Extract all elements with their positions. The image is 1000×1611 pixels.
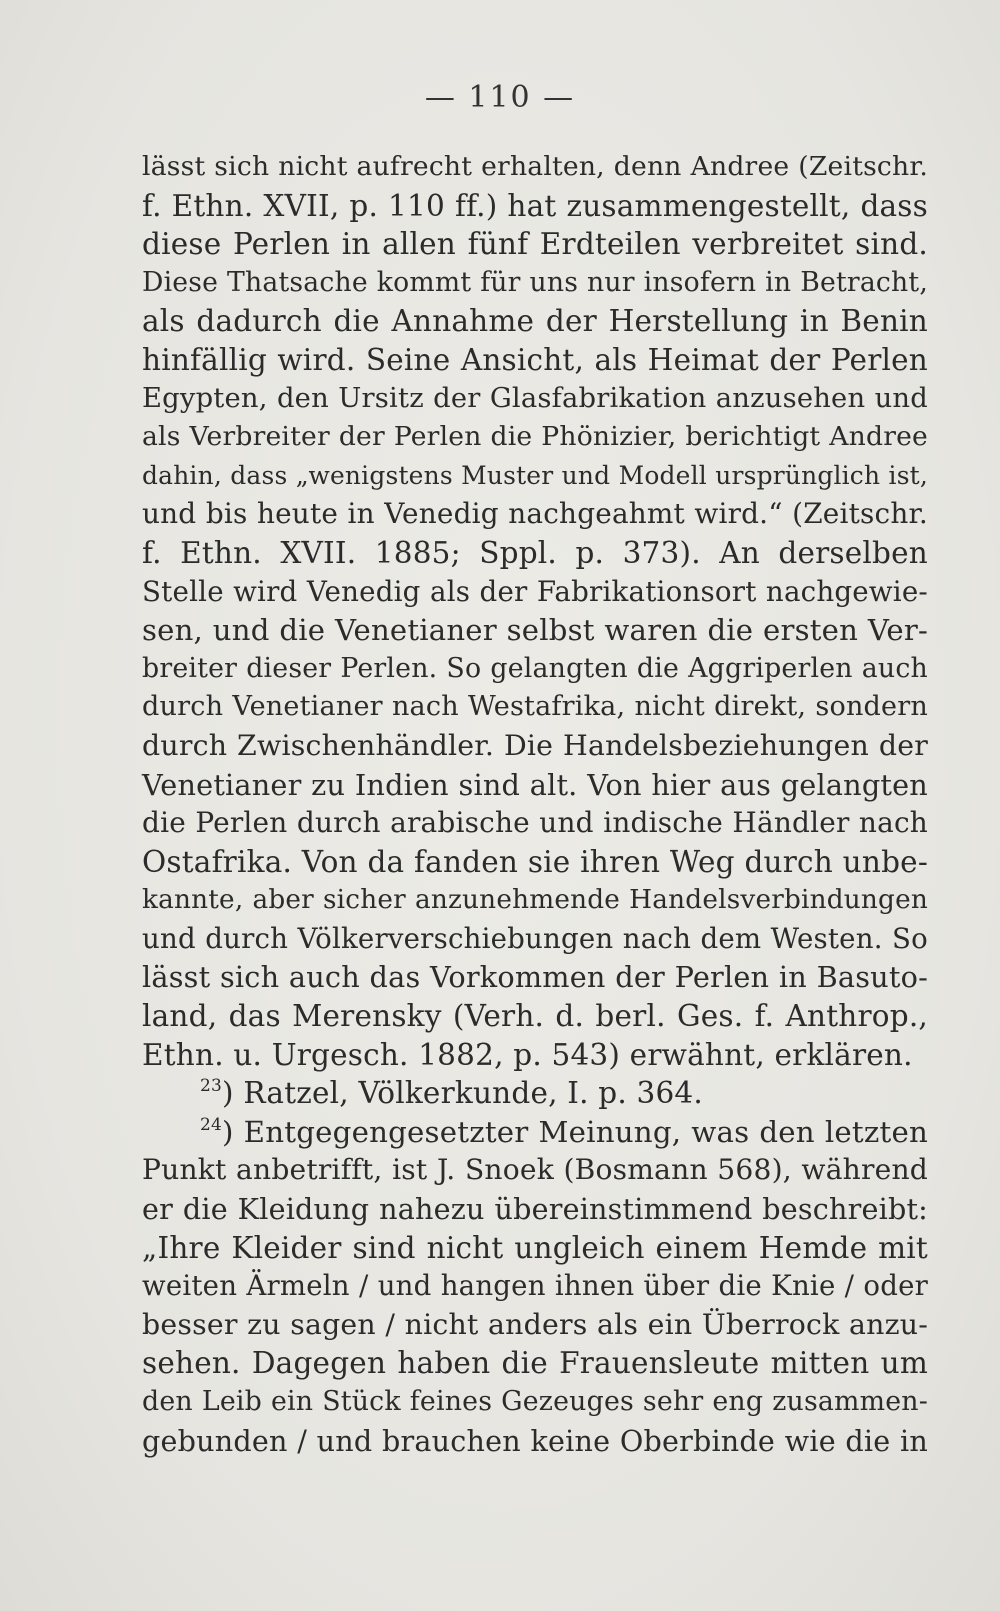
text-line: sen, und die Venetianer selbst waren die ersten Ver-: [142, 613, 928, 648]
text-line: Venetianer zu Indien sind alt. Von hier aus gelangten: [142, 767, 928, 802]
footnote-marker: 24: [200, 1114, 223, 1135]
text-line: land, das Merensky (Verh. d. berl. Ges. f. Anthrop.,: [142, 999, 928, 1034]
text-line: breiter dieser Perlen. So gelangten die Aggriperlen auch: [142, 652, 928, 684]
text-line: dahin, dass „wenigstens Muster und Modell ursprünglich ist,: [142, 460, 928, 490]
footnote-line: weiten Ärmeln / und hangen ihnen über die Knie / oder: [142, 1269, 928, 1303]
footnote-marker: 23: [200, 1076, 223, 1097]
text-line: als Verbreiter der Perlen die Phönizier, berichtigt Andree: [142, 421, 928, 453]
footnote-line: besser zu sagen / nicht anders als ein Überrock anzu-: [142, 1307, 928, 1341]
text-line: Diese Thatsache kommt für uns nur insofern in Betracht,: [142, 266, 928, 298]
page-number: — 110 —: [424, 80, 576, 115]
text-line: lässt sich auch das Vorkommen der Perlen in Basuto-: [142, 960, 928, 995]
footnote-line: [142, 1113, 928, 1152]
page-text: [142, 148, 928, 1460]
text-line: und bis heute in Venedig nachgeahmt wird.“ (Zeitschr.: [142, 497, 928, 531]
footnote-line: „Ihre Kleider sind nicht ungleich einem Hemde mit: [142, 1230, 928, 1265]
footnote-23: [142, 1074, 928, 1113]
text-line: die Perlen durch arabische und indische Händler nach: [142, 806, 928, 840]
footnote-line: [142, 1074, 928, 1113]
text-line: f. Ethn. XVII, p. 110 ff.) hat zusammengestellt, dass: [142, 188, 928, 223]
text-line: und durch Völkerverschiebungen nach dem Westen. So: [142, 921, 928, 955]
text-line: Ethn. u. Urgesch. 1882, p. 543) erwähnt, erklären.: [142, 1037, 913, 1072]
text-line: Egypten, den Ursitz der Glasfabrikation anzusehen und: [142, 382, 928, 414]
footnote-line: sehen. Dagegen haben die Frauensleute mitten um: [142, 1346, 928, 1381]
text-line: lässt sich nicht aufrecht erhalten, denn Andree (Zeitschr.: [142, 151, 928, 182]
text-line: Stelle wird Venedig als der Fabrikationsort nachgewie-: [142, 574, 928, 608]
footnote-line: gebunden / und brauchen keine Oberbinde wie die in: [142, 1423, 928, 1458]
text-line: als dadurch die Annahme der Herstellung in Benin: [142, 304, 928, 339]
text-line: durch Zwischenhändler. Die Handelsbeziehungen der: [142, 728, 928, 762]
footnote-24: [142, 1113, 928, 1460]
footnote-line: den Leib ein Stück feines Gezeuges sehr eng zusammen-: [142, 1386, 928, 1417]
text-line: Ostafrika. Von da fanden sie ihren Weg durch unbe-: [142, 844, 928, 879]
footnote-text: ) Ratzel, Völkerkunde, I. p. 364.: [222, 1076, 703, 1111]
footnote-line: Punkt anbetrifft, ist J. Snoek (Bosmann 568), während: [142, 1153, 928, 1187]
text-line: diese Perlen in allen fünf Erdteilen verbreitet sind.: [142, 227, 928, 262]
text-line: durch Venetianer nach Westafrika, nicht direkt, sondern: [142, 691, 928, 723]
text-line: f. Ethn. XVII. 1885; Sppl. p. 373). An derselben: [142, 535, 928, 570]
body-paragraph: [142, 148, 928, 1074]
footnote-text: ) Entgegengesetzter Meinung, was den letzten: [222, 1114, 928, 1149]
footnote-line: er die Kleidung nahezu übereinstimmend beschreibt:: [142, 1192, 928, 1227]
text-line: hinfällig wird. Seine Ansicht, als Heimat der Perlen: [142, 342, 928, 377]
text-line: kannte, aber sicher anzunehmende Handelsverbindungen: [142, 885, 928, 916]
